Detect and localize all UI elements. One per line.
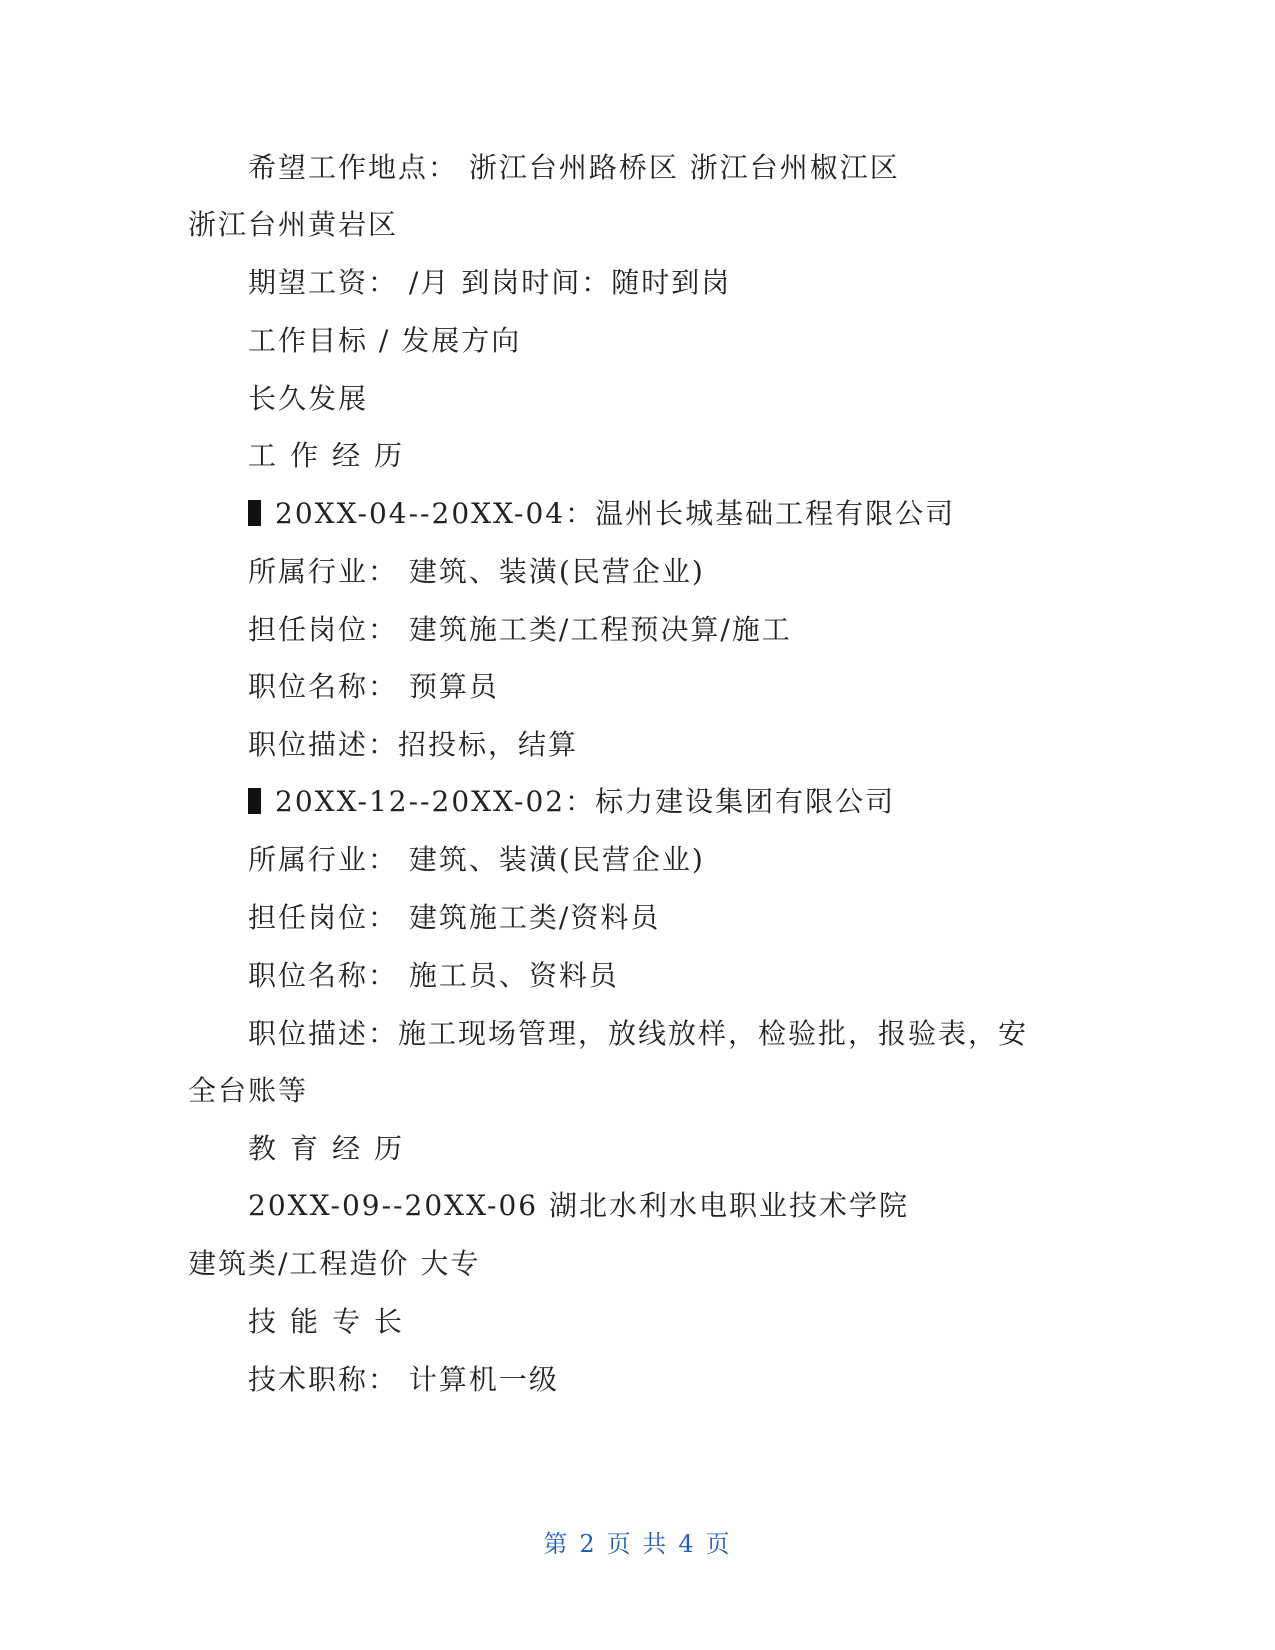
- job-entry-1-header: [248, 496, 955, 532]
- job-1-title: 职位名称： 预算员: [248, 670, 499, 703]
- desired-location-continued: 浙江台州黄岩区: [188, 208, 399, 241]
- technical-title-line: 技术职称： 计算机一级: [248, 1363, 559, 1396]
- work-experience-heading: 工作经历: [248, 439, 417, 472]
- page-footer: [0, 1528, 1275, 1560]
- job-2-position: 担任岗位： 建筑施工类/资料员: [248, 901, 661, 934]
- skills-heading: 技能专长: [248, 1305, 417, 1338]
- career-goal-text: 长久发展: [248, 382, 369, 415]
- education-heading: 教育经历: [248, 1132, 417, 1165]
- education-major: 建筑类/工程造价 大专: [188, 1247, 481, 1280]
- page-footer-middle: 页 共: [606, 1530, 669, 1558]
- education-entry: 20XX-09--20XX-06 湖北水利水电职业技术学院: [248, 1189, 909, 1222]
- bullet-marker-icon: [248, 500, 261, 526]
- bullet-marker-icon: [248, 788, 261, 814]
- page-footer-prefix: 第: [543, 1530, 570, 1558]
- career-goal-heading: 工作目标 / 发展方向: [248, 324, 522, 357]
- desired-location-line: 希望工作地点： 浙江台州路桥区 浙江台州椒江区: [248, 151, 900, 184]
- current-page-number: 2: [579, 1530, 597, 1558]
- page-footer-suffix: 页: [705, 1530, 732, 1558]
- total-page-number: 4: [678, 1530, 696, 1558]
- job-entry-2-title: 20XX-12--20XX-02：标力建设集团有限公司: [275, 785, 896, 818]
- job-1-position: 担任岗位： 建筑施工类/工程预决算/施工: [248, 613, 792, 646]
- job-entry-1-title: 20XX-04--20XX-04：温州长城基础工程有限公司: [275, 497, 956, 530]
- job-2-title: 职位名称： 施工员、资料员: [248, 959, 619, 992]
- job-2-description-continued: 全台账等: [188, 1074, 309, 1107]
- job-1-description: 职位描述：招投标，结算: [248, 728, 579, 761]
- job-1-industry: 所属行业： 建筑、装潢(民营企业): [248, 555, 705, 588]
- job-2-description: 职位描述：施工现场管理，放线放样，检验批，报验表，安: [248, 1017, 1029, 1050]
- job-entry-2-header: [248, 784, 895, 820]
- job-2-industry: 所属行业： 建筑、装潢(民营企业): [248, 843, 705, 876]
- expected-salary-line: 期望工资： /月 到岗时间：随时到岗: [248, 266, 732, 299]
